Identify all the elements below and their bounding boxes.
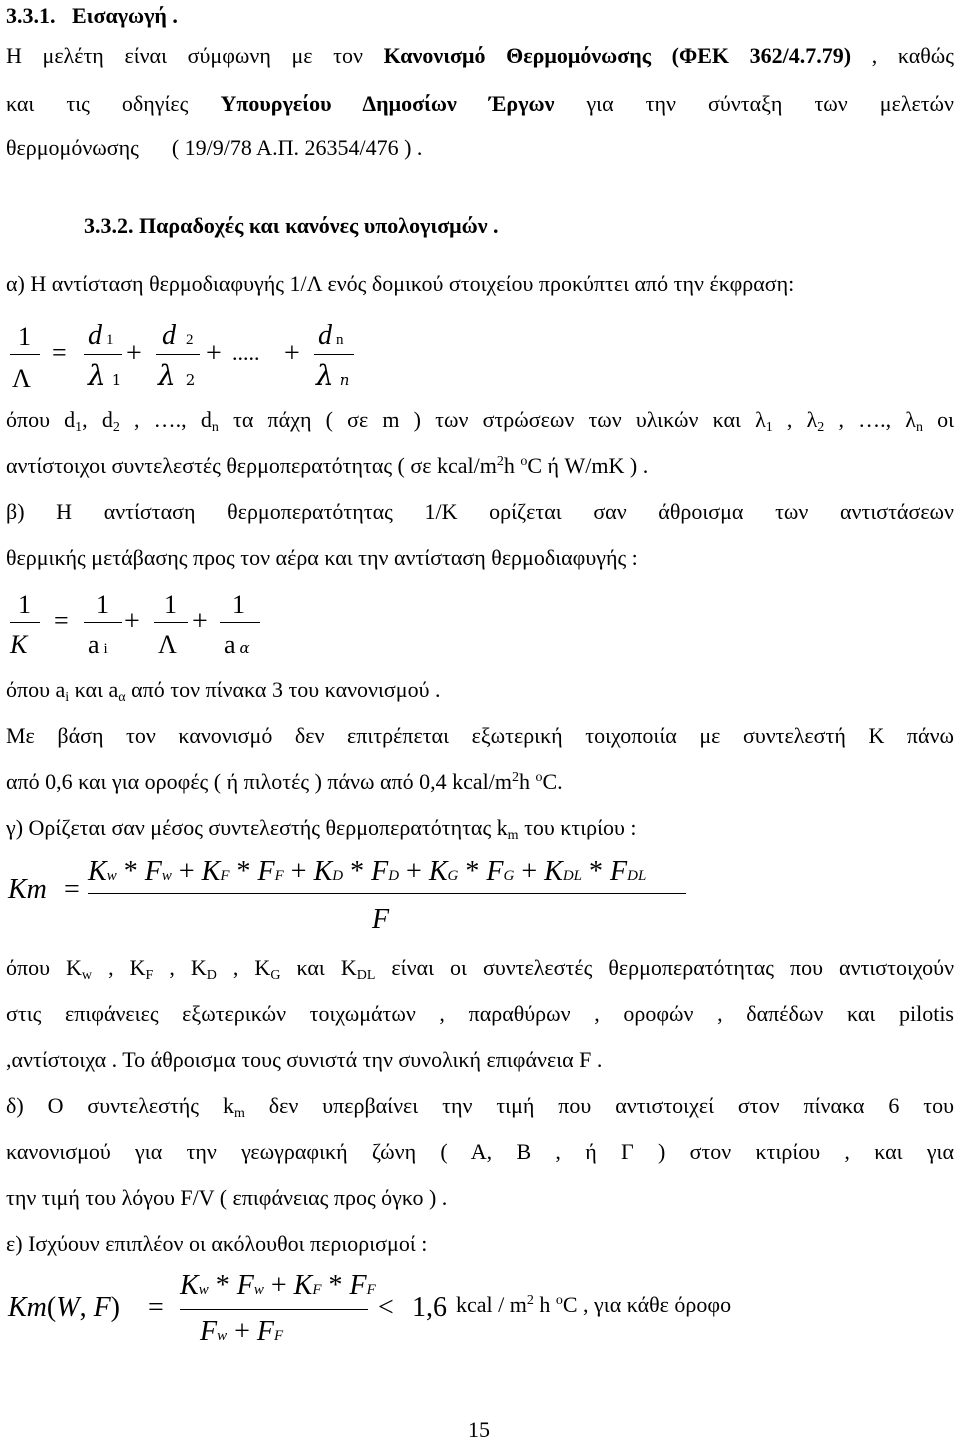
symbol: d — [88, 320, 102, 351]
section-title: Εισαγωγή . — [72, 3, 178, 28]
subscript: 2 — [112, 420, 120, 435]
fraction-bar — [10, 622, 40, 623]
ellipsis: ..... — [232, 340, 260, 365]
numerator: 1 — [232, 590, 245, 619]
symbol: F — [200, 1316, 218, 1347]
paragraph-a-where-2 — [6, 452, 648, 480]
superscript: 2 — [511, 770, 519, 785]
operator: + — [290, 856, 307, 887]
symbol: F — [486, 856, 504, 887]
text-run: όπου a — [6, 677, 66, 702]
text-run: και τις οδηγίες — [6, 91, 221, 116]
subscript: w — [81, 968, 93, 983]
text-run: kcal / m — [456, 1292, 527, 1317]
symbol: λ — [316, 359, 334, 392]
subscript: m — [233, 1106, 245, 1121]
superscript: o — [555, 1293, 563, 1308]
symbol: d — [162, 320, 176, 351]
section-heading-assumptions — [84, 212, 499, 240]
subscript: α — [118, 690, 126, 705]
intro-line-2 — [6, 90, 954, 118]
subscript: 1 — [111, 371, 122, 389]
text-run: όπου d — [6, 407, 76, 432]
symbol: F — [256, 1316, 275, 1347]
subscript: 2 — [185, 371, 196, 389]
subscript: G — [270, 968, 281, 983]
text-run: C ή W/mK ) . — [527, 453, 649, 478]
subscript: F — [274, 868, 284, 884]
paragraph-d-line-1 — [6, 1092, 954, 1120]
comma: , — [79, 1292, 87, 1323]
term-aalpha — [224, 632, 250, 658]
section-number: 3.3.1. — [6, 3, 56, 28]
text-run: δεν υπερβαίνει την τιμή που αντιστοιχεί στον πίνακα 6 του — [244, 1093, 954, 1118]
subscript: 1 — [765, 420, 773, 435]
operator: * — [236, 856, 251, 887]
operator: * — [465, 856, 480, 887]
operator: * — [328, 1270, 343, 1301]
text-run: , K — [153, 955, 207, 980]
symbol: K — [313, 856, 333, 887]
symbol: F — [93, 1292, 111, 1323]
operator: * — [123, 856, 138, 887]
text-run: για την σύνταξη των μελετών — [554, 91, 954, 116]
denominator: Λ — [12, 364, 31, 393]
text-run: C , για κάθε όροφο — [562, 1292, 732, 1317]
paragraph-e-intro: ε) Ισχύουν επιπλέον οι ακόλουθοι περιορισμοί : — [6, 1231, 428, 1256]
paragraph-d-line-3: την τιμή του λόγου F/V ( επιφάνειας προς όγκο ) . — [6, 1185, 448, 1210]
symbol: λ — [158, 359, 176, 392]
subscript: DL — [562, 868, 582, 884]
subscript: F — [145, 968, 154, 983]
text-run: γ) Ορίζεται σαν μέσος συντελεστής θερμοπερατότητας k — [6, 815, 508, 840]
denominator — [200, 1318, 283, 1346]
text-run: C. — [542, 769, 563, 794]
operator: + — [178, 856, 195, 887]
text-run: είναι οι συντελεστές θερμοπερατότητας που αντιστοιχούν — [375, 955, 955, 980]
plus-sign: + — [206, 338, 222, 369]
section-number: 3.3.2. — [84, 213, 134, 238]
paragraph-c-where-1 — [6, 954, 954, 982]
text-run: και a — [69, 677, 119, 702]
numerator: 1 — [18, 590, 31, 619]
text-run: h — [533, 1292, 556, 1317]
term-lambda1 — [88, 359, 122, 392]
plus-sign: + — [284, 338, 300, 369]
paragraph-a-intro: α) Η αντίσταση θερμοδιαφυγής 1/Λ ενός δομικού στοιχείου προκύπτει από την έκφραση: — [6, 271, 795, 296]
text-run: , καθώς — [851, 43, 954, 68]
paren: ( — [46, 1292, 57, 1323]
superscript: 2 — [496, 454, 504, 469]
text-run: h — [518, 769, 536, 794]
subscript: i — [65, 690, 70, 705]
intro-line-1 — [6, 42, 954, 70]
symbol: W — [56, 1292, 80, 1323]
paragraph-c-intro — [6, 814, 637, 842]
symbol: F — [349, 1270, 367, 1301]
subscript: D — [388, 868, 400, 884]
fraction-bar — [314, 354, 354, 355]
subscript: F — [220, 868, 230, 884]
subscript: n — [339, 371, 350, 389]
fraction-bar — [180, 1309, 368, 1310]
rule-line-2 — [6, 768, 563, 796]
limit-unit — [456, 1294, 731, 1316]
paragraph-c-where-2: στις επιφάνειες εξωτερικών τοιχωμάτων , παραθύρων , οροφών , δαπέδων και pilotis — [6, 1001, 954, 1026]
fraction-bar — [88, 893, 686, 894]
text-run: οι — [922, 407, 955, 432]
symbol: K — [544, 856, 563, 887]
section-title: Παραδοχές και κανόνες υπολογισμών . — [139, 213, 499, 238]
numerator — [180, 1272, 376, 1300]
term-dn — [318, 322, 344, 350]
subscript: w — [106, 868, 117, 884]
rule-line-1: Με βάση τον κανονισμό δεν επιτρέπεται εξωτερική τοιχοποιία με συντελεστή Κ πάνω — [6, 723, 954, 748]
ministry-name: Υπουργείου Δημοσίων Έργων — [220, 91, 555, 116]
subscript: w — [253, 1282, 264, 1298]
limit-value: 1,6 — [412, 1292, 447, 1323]
subscript: m — [507, 828, 519, 843]
text-run: από 0,6 και για οροφές ( ή πιλοτές ) πάνω από 0,4 kcal/m — [6, 769, 512, 794]
symbol: F — [371, 856, 389, 887]
subscript: n — [211, 420, 219, 435]
subscript: F — [366, 1282, 376, 1298]
denominator: F — [372, 904, 390, 935]
symbol: K — [293, 1270, 313, 1301]
symbol: K — [88, 856, 107, 887]
subscript: D — [332, 868, 344, 884]
superscript: o — [535, 770, 543, 785]
paragraph-b-line-2: θερμικής μετάβασης προς τον αέρα και την αντίσταση θερμοδιαφυγής : — [6, 545, 638, 570]
operator: * — [350, 856, 365, 887]
fraction-bar — [10, 354, 40, 355]
symbol: K — [428, 856, 448, 887]
subscript: w — [161, 868, 172, 884]
text-run: , K — [216, 955, 271, 980]
subscript: w — [198, 1282, 209, 1298]
plus-sign: + — [126, 338, 142, 369]
subscript: w — [217, 1328, 228, 1344]
equals-sign: = — [148, 1292, 164, 1323]
text-run: όπου K — [6, 955, 82, 980]
paragraph-c-where-3: ,αντίστοιχα . Το άθροισμα τους συνιστά την συνολική επιφάνεια F . — [6, 1047, 603, 1072]
term-d1 — [88, 322, 114, 350]
symbol: K — [180, 1270, 199, 1301]
numerator: 1 — [164, 590, 177, 619]
subscript: α — [239, 639, 250, 657]
symbol: F — [257, 856, 275, 887]
text-run: και K — [280, 955, 357, 980]
fraction-bar — [156, 354, 200, 355]
operator: + — [521, 856, 538, 887]
text-run: από τον πίνακα 3 του κανονισμού . — [125, 677, 441, 702]
denominator: K — [10, 630, 28, 659]
paragraph-d-line-2: κανονισμού για την γεωγραφική ζώνη ( Α, Β , ή Γ ) στον κτιρίου , και για — [6, 1139, 954, 1164]
subscript: F — [274, 1328, 284, 1344]
symbol: d — [318, 320, 332, 351]
subscript: F — [312, 1282, 322, 1298]
symbol: a — [88, 630, 100, 659]
subscript: 1 — [75, 420, 83, 435]
superscript: 2 — [526, 1293, 534, 1308]
regulation-name: Κανονισμό Θερμομόνωσης (ΦΕΚ 362/4.7.79) — [383, 43, 852, 68]
subscript: D — [206, 968, 217, 983]
text-run: του κτιρίου : — [518, 815, 637, 840]
symbol: Km — [8, 1292, 47, 1323]
subscript: 1 — [106, 332, 114, 348]
paren: ) — [110, 1292, 120, 1323]
text-run: Η μελέτη είναι σύμφωνη με τον — [6, 43, 384, 68]
text-run: δ) Ο συντελεστής k — [6, 1093, 234, 1118]
term-d2 — [162, 322, 194, 350]
equals-sign: = — [52, 338, 67, 367]
paragraph-b-where — [6, 676, 440, 704]
superscript: o — [520, 454, 528, 469]
fraction-bar — [84, 354, 122, 355]
subscript: G — [503, 868, 515, 884]
text-run: , …., λ — [824, 407, 916, 432]
text-run: , d — [82, 407, 113, 432]
subscript: 2 — [817, 420, 825, 435]
text-run: τα πάχη ( σε m ) των στρώσεων των υλικών και λ — [218, 407, 766, 432]
operator: + — [406, 856, 422, 887]
symbol: λ — [88, 359, 106, 392]
subscript: DL — [356, 968, 376, 983]
text-run: , …., d — [119, 407, 212, 432]
fraction-bar — [84, 622, 122, 623]
less-than-sign: < — [378, 1292, 394, 1323]
operator: * — [215, 1270, 230, 1301]
term-ai — [88, 632, 108, 658]
operator: + — [270, 1270, 287, 1301]
operator: + — [234, 1316, 250, 1347]
symbol: F — [144, 856, 162, 887]
text-run: , K — [92, 955, 146, 980]
subscript: DL — [627, 868, 647, 884]
intro-line-3: θερμομόνωσης ( 19/9/78 Α.Π. 26354/476 ) . — [6, 135, 423, 160]
subscript: i — [103, 641, 108, 657]
text-run: αντίστοιχοι συντελεστές θερμοπερατότητας ( σε kcal/m — [6, 453, 497, 478]
symbol: F — [610, 856, 628, 887]
fraction-bar — [220, 622, 260, 623]
fraction-bar — [154, 622, 188, 623]
lhs — [8, 1294, 120, 1322]
subscript: n — [915, 420, 923, 435]
subscript: 2 — [186, 332, 194, 348]
paragraph-a-where-1 — [6, 406, 954, 434]
paragraph-b-line-1: β) Η αντίσταση θερμοπερατότητας 1/Κ ορίζεται σαν άθροισμα των αντιστάσεων — [6, 499, 954, 524]
term-lambda: Λ — [158, 630, 177, 659]
equals-sign: = — [54, 606, 69, 635]
numerator: 1 — [96, 590, 109, 619]
page-number: 15 — [468, 1417, 490, 1442]
term-lambda2 — [158, 359, 196, 392]
text-run: h — [503, 453, 521, 478]
subscript: G — [447, 868, 459, 884]
lhs-km: Km — [8, 874, 47, 905]
symbol: a — [224, 630, 236, 659]
subscript: n — [336, 332, 344, 348]
plus-sign: + — [124, 606, 140, 637]
symbol: F — [236, 1270, 254, 1301]
text-run: , λ — [772, 407, 818, 432]
numerator: 1 — [18, 322, 31, 351]
numerator — [88, 858, 646, 886]
plus-sign: + — [192, 606, 208, 637]
operator: * — [589, 856, 603, 887]
symbol: K — [201, 856, 221, 887]
term-lambdan — [316, 359, 350, 392]
section-heading-intro — [6, 2, 178, 30]
equals-sign: = — [64, 874, 80, 905]
